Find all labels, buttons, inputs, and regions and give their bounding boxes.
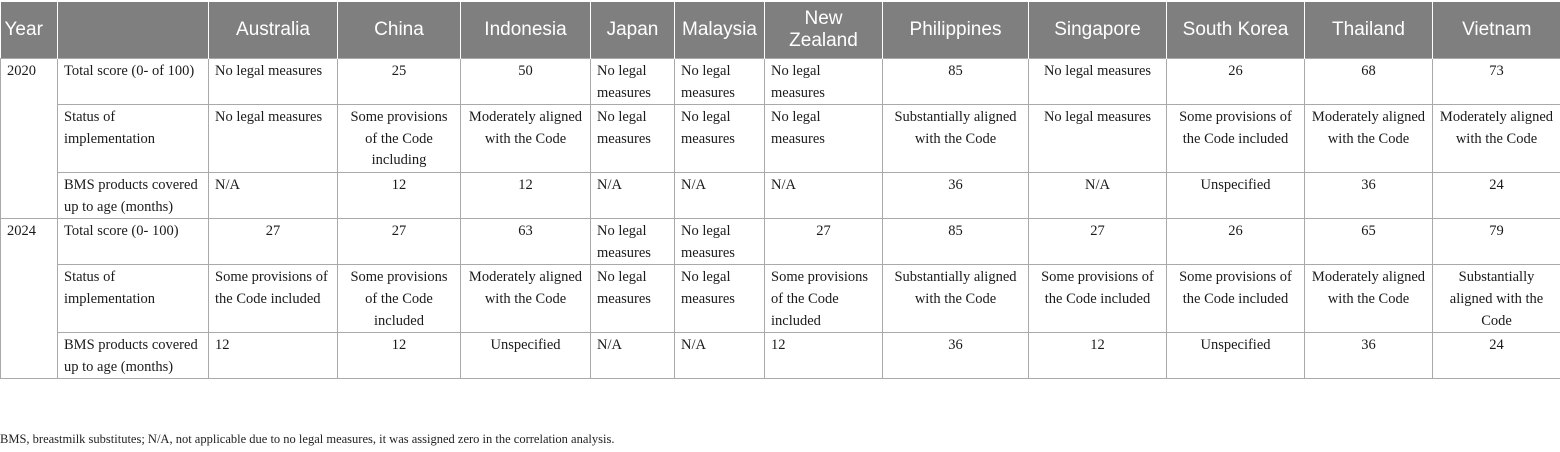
table-cell: 27 [765,219,883,265]
table-cell: N/A [591,333,675,379]
table-cell: No legal measures [591,105,675,173]
table-cell: 24 [1433,172,1560,218]
table-cell: N/A [591,172,675,218]
table-cell: 12 [1029,333,1167,379]
table-cell: 27 [1029,219,1167,265]
column-header-country: South Korea [1167,2,1305,59]
table-cell: No legal measures [209,105,338,173]
table-cell: Unspecified [1167,172,1305,218]
row-label-cell: Total score (0- 100) [58,219,209,265]
table-header-row [1,2,1560,59]
table-cell: Some provisions of the Code including [338,105,461,173]
column-header-country: China [338,2,461,59]
table-cell: N/A [209,172,338,218]
year-cell: 2024 [1,219,58,379]
table-cell: Some provisions of the Code included [1167,105,1305,173]
table-row [1,172,1560,218]
table-cell: Moderately aligned with the Code [461,265,591,333]
table-cell: 36 [1305,172,1433,218]
row-label-cell: BMS products covered up to age (months) [58,172,209,218]
table-cell: Moderately aligned with the Code [1305,265,1433,333]
table-row [1,59,1560,105]
table-cell: 12 [338,333,461,379]
table-cell: 27 [338,219,461,265]
column-header-country: Thailand [1305,2,1433,59]
table-footnote: BMS, breastmilk substitutes; N/A, not applicable due to no legal measures, it was assigned zero in the correlation analysis. [0,432,615,446]
year-cell: 2020 [1,59,58,219]
table-cell: 26 [1167,219,1305,265]
column-header-country: Vietnam [1433,2,1560,59]
table-cell: Some provisions of the Code included [338,265,461,333]
table-cell: 63 [461,219,591,265]
table-cell: Some provisions of the Code included [209,265,338,333]
row-label-cell: BMS products covered up to age (months) [58,333,209,379]
table-cell: No legal measures [675,59,765,105]
table-cell: N/A [675,333,765,379]
table-cell: 85 [883,59,1029,105]
column-header-country: Malaysia [675,2,765,59]
table-cell: N/A [765,172,883,218]
table-row [1,333,1560,379]
table-cell: 24 [1433,333,1560,379]
table-cell: 12 [338,172,461,218]
table-cell: Moderately aligned with the Code [1433,105,1560,173]
table-cell: 26 [1167,59,1305,105]
table-cell: Substantially aligned with the Code [883,265,1029,333]
table-cell: No legal measures [591,59,675,105]
table-cell: Some provisions of the Code included [765,265,883,333]
column-header-country: Australia [209,2,338,59]
table-cell: 25 [338,59,461,105]
table-cell: Moderately aligned with the Code [461,105,591,173]
table-cell: Unspecified [461,333,591,379]
table-cell: No legal measures [675,105,765,173]
table-cell: Unspecified [1167,333,1305,379]
column-header-country: Indonesia [461,2,591,59]
table-cell: No legal measures [765,105,883,173]
row-label-cell: Status of implementation [58,265,209,333]
column-header-country: Singapore [1029,2,1167,59]
row-label-cell: Total score (0- of 100) [58,59,209,105]
column-header-country: Philippines [883,2,1029,59]
table-cell: No legal measures [591,265,675,333]
row-label-cell: Status of implementation [58,105,209,173]
table-cell: 36 [1305,333,1433,379]
table-cell: Moderately aligned with the Code [1305,105,1433,173]
policy-comparison-table [0,2,1560,379]
table-cell: Some provisions of the Code included [1029,265,1167,333]
table-cell: N/A [675,172,765,218]
table-cell: No legal measures [675,219,765,265]
column-header-year: Year [1,2,58,59]
table-cell: 68 [1305,59,1433,105]
table-cell: Some provisions of the Code included [1167,265,1305,333]
table-cell: 12 [209,333,338,379]
table-cell: 36 [883,333,1029,379]
column-header-country: Japan [591,2,675,59]
table-row [1,105,1560,173]
column-header-country: New Zealand [765,2,883,59]
table-cell: 12 [765,333,883,379]
table-row [1,265,1560,333]
table-body [1,59,1560,379]
table-cell: N/A [1029,172,1167,218]
table-cell: 73 [1433,59,1560,105]
table-cell: 27 [209,219,338,265]
table-cell: Substantially aligned with the Code [883,105,1029,173]
table-cell: 36 [883,172,1029,218]
table-cell: No legal measures [209,59,338,105]
table-cell: 85 [883,219,1029,265]
table-cell: 65 [1305,219,1433,265]
table-cell: No legal measures [1029,105,1167,173]
table-cell: Substantially aligned with the Code [1433,265,1560,333]
table-cell: 12 [461,172,591,218]
table-cell: No legal measures [765,59,883,105]
table-cell: 79 [1433,219,1560,265]
column-header-measure [58,2,209,59]
table-row [1,219,1560,265]
table-cell: No legal measures [675,265,765,333]
table-cell: No legal measures [1029,59,1167,105]
table-cell: No legal measures [591,219,675,265]
table-cell: 50 [461,59,591,105]
